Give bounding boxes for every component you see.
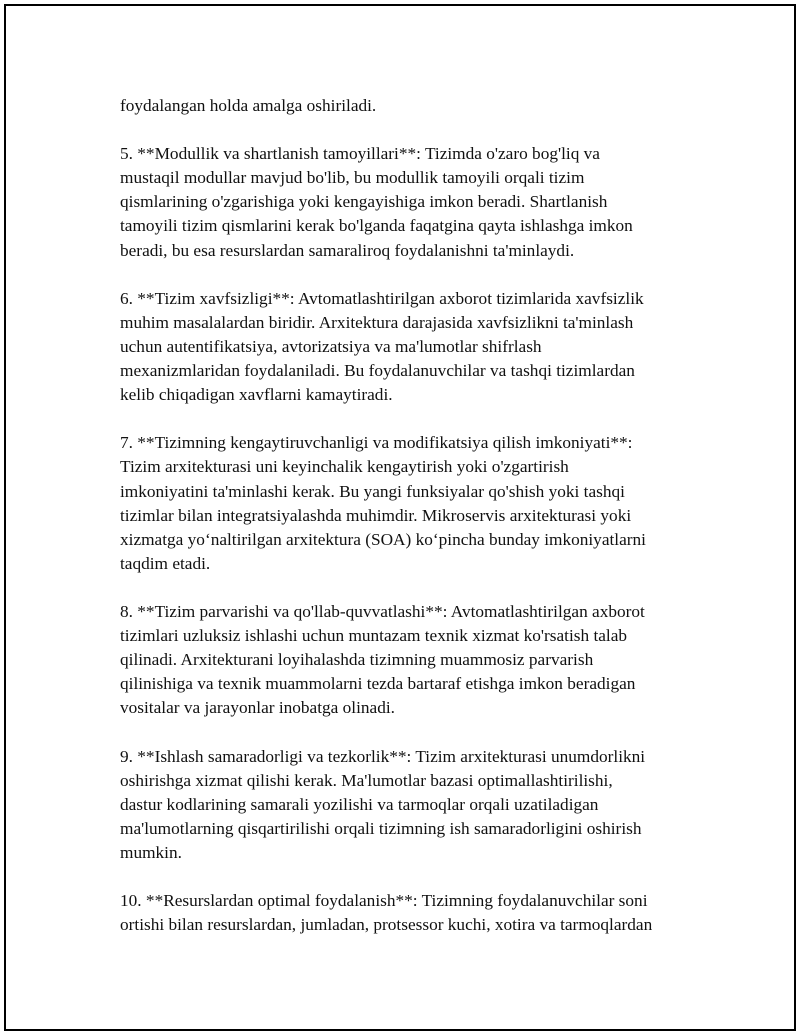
text-line: mexanizmlaridan foydalaniladi. Bu foydalanuvchilar va tashqi tizimlardan xyxy=(120,361,635,381)
text-line: mustaqil modullar mavjud bo'lib, bu modullik tamoyili orqali tizim xyxy=(120,168,585,188)
document-body xyxy=(120,94,700,961)
text-line: ortishi bilan resurslardan, jumladan, protsessor kuchi, xotira va tarmoqlardan xyxy=(120,915,653,935)
text-line: ma'lumotlarning qisqartirilishi orqali tizimning ish samaradorligini oshirish xyxy=(120,818,642,838)
paragraph xyxy=(120,889,700,937)
text-line: beradi, bu esa resurslardan samaraliroq foydalanishni ta'minlaydi. xyxy=(120,240,575,260)
text-line: foydalangan holda amalga oshiriladi. xyxy=(120,96,377,115)
text-line: imkoniyatini ta'minlashi kerak. Bu yangi funksiyalar qo'shish yoki tashqi xyxy=(120,481,625,501)
text-line: vositalar va jarayonlar inobatga olinadi. xyxy=(120,698,395,718)
paragraph xyxy=(120,745,700,865)
text-line: taqdim etadi. xyxy=(120,553,211,573)
text-line: tamoyili tizim qismlarini kerak bo'lganda faqatgina qayta ishlashga imkon xyxy=(120,216,633,236)
text-line: dastur kodlarining samarali yozilishi va tarmoqlar orqali uzatiladigan xyxy=(120,794,599,814)
text-line: qilinishiga va texnik muammolarni tezda bartaraf etishga imkon beradigan xyxy=(120,674,636,694)
text-line: xizmatga yo‘naltirilgan arxitektura (SOA) ko‘pincha bunday imkoniyatlarni xyxy=(120,529,646,549)
text-line: qismlarining o'zgarishiga yoki kengayishiga imkon beradi. Shartlanish xyxy=(120,192,608,212)
text-line: mumkin. xyxy=(120,842,182,862)
text-line: tizimlari uzluksiz ishlashi uchun muntazam texnik xizmat ko'rsatish talab xyxy=(120,626,628,646)
paragraph xyxy=(120,431,700,576)
text-line: oshirishga xizmat qilishi kerak. Ma'lumotlar bazasi optimallashtirilishi, xyxy=(120,770,613,790)
paragraph xyxy=(120,600,700,720)
text-line: Tizim arxitekturasi uni keyinchalik kengaytirish yoki o'zgartirish xyxy=(120,457,569,477)
text-line: 7. **Tizimning kengaytiruvchanligi va modifikatsiya qilish imkoniyati**: xyxy=(120,433,633,453)
text-line: 9. **Ishlash samaradorligi va tezkorlik**: Tizim arxitekturasi unumdorlikni xyxy=(120,746,646,766)
text-line: 8. **Tizim parvarishi va qo'llab-quvvatlashi**: Avtomatlashtirilgan axborot xyxy=(120,601,645,621)
paragraph xyxy=(120,287,700,407)
text-line: 5. **Modullik va shartlanish tamoyillari**: Tizimda o'zaro bog'liq va xyxy=(120,144,600,164)
paragraph xyxy=(120,94,700,118)
document-page xyxy=(4,4,796,1031)
text-line: qilinadi. Arxitekturani loyihalashda tizimning muammosiz parvarish xyxy=(120,650,594,670)
text-line: 6. **Tizim xavfsizligi**: Avtomatlashtirilgan axborot tizimlarida xavfsizlik xyxy=(120,288,644,308)
text-line: uchun autentifikatsiya, avtorizatsiya va ma'lumotlar shifrlash xyxy=(120,336,542,356)
text-line: 10. **Resurslardan optimal foydalanish**: Tizimning foydalanuvchilar soni xyxy=(120,891,648,911)
text-line: kelib chiqadigan xavflarni kamaytiradi. xyxy=(120,385,393,405)
text-line: tizimlar bilan integratsiyalashda muhimdir. Mikroservis arxitekturasi yoki xyxy=(120,505,632,525)
text-line: muhim masalalardan biridir. Arxitektura darajasida xavfsizlikni ta'minlash xyxy=(120,312,634,332)
paragraph xyxy=(120,142,700,262)
